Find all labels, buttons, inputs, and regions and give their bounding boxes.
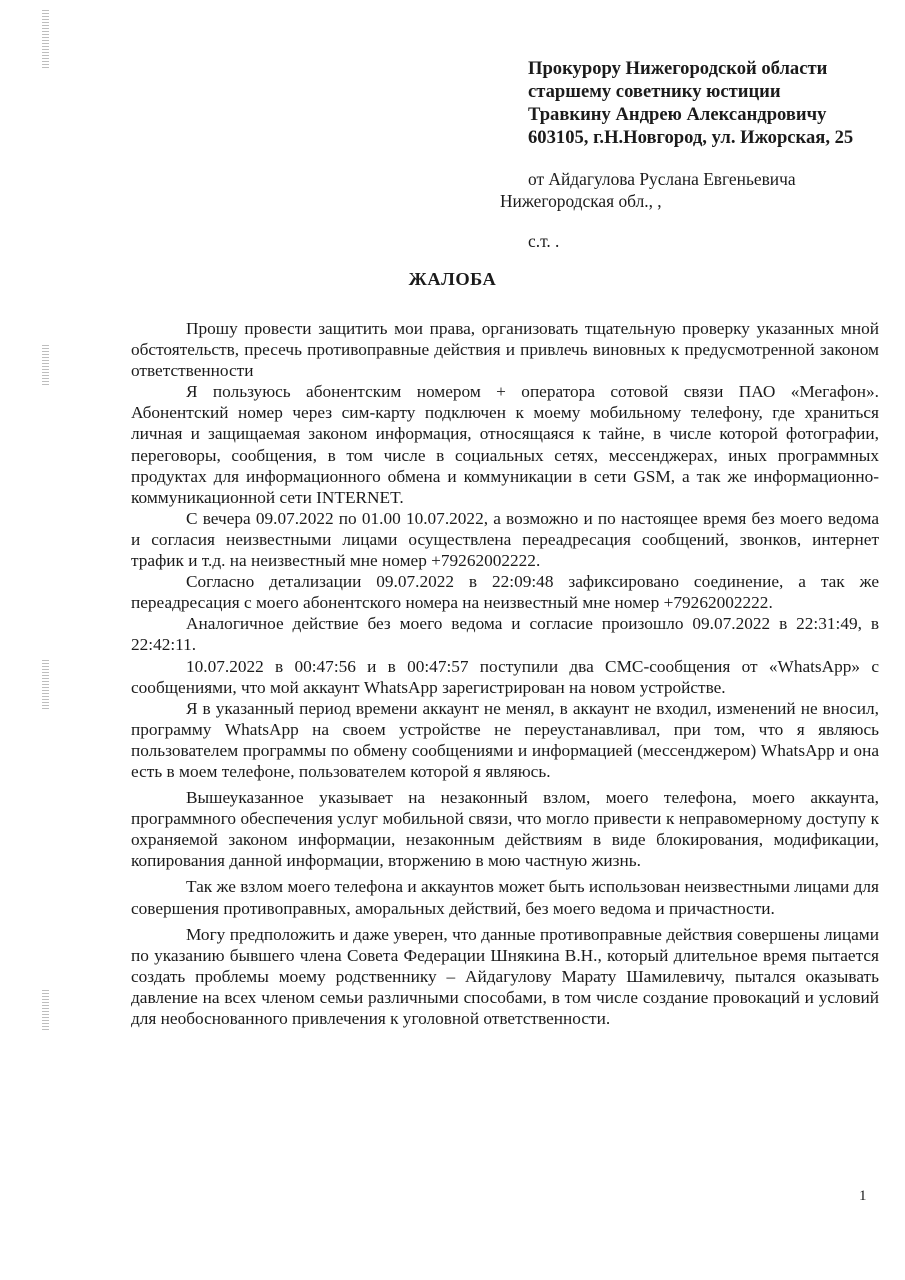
paragraph: Я пользуюсь абонентским номером + оператора сотовой связи ПАО «Мегафон». Абонентский номер через сим-карту подключен к моему мобильному телефону, где храниться личная и защищаемая законом информация, относящаяся к тайне, в числе которой фотографии, переговоры, сообщения, в том числе в социальных сетях, мессенджерах, иных программных продуктах для информационного обмена и коммуникации в сети GSM, а так же информационно-коммуникационной сети INTERNET. [131, 382, 879, 507]
paragraph: Я в указанный период времени аккаунт не менял, в аккаунт не входил, изменений не вносил, программу WhatsApp на своем устройстве не переустанавливал, при том, что я являюсь пользователем программы по обмену сообщениями и информацией (мессенджером) WhatsApp и она есть в моем телефоне, пользователем которой я являюсь. [131, 698, 879, 781]
addressee-block [528, 57, 888, 149]
paragraph: С вечера 09.07.2022 по 01.00 10.07.2022, а возможно и по настоящее время без моего ведома и согласия неизвестными лицами осуществлена переадресация сообщений, звонков, интернет трафик и т.д. на неизвестный мне номер +79262002222. [131, 508, 879, 571]
scan-artifact [42, 345, 49, 387]
paragraph: Согласно детализации 09.07.2022 в 22:09:48 зафиксировано соединение, а так же переадресация с моего абонентского номера на неизвестный мне номер +79262002222. [131, 572, 879, 613]
sender-st: с.т. . [528, 231, 560, 251]
complaint-body [131, 318, 879, 1029]
page-number: 1 [859, 1188, 867, 1204]
sender-region: Нижегородская обл., , [500, 191, 662, 211]
document-title: ЖАЛОБА [408, 269, 497, 289]
addressee-line: старшему советнику юстиции [528, 81, 781, 102]
scan-artifact [42, 10, 49, 68]
sender-name: от Айдагулова Руслана Евгеньевича [528, 169, 796, 189]
paragraph: Вышеуказанное указывает на незаконный взлом, моего телефона, моего аккаунта, программного обеспечения услуг мобильной связи, что могло привести к неправомерному доступу к охраняемой законом информации, незаконным действиям в виде блокирования, модификации, копирования данной информации, вторжению в мою частную жизнь. [131, 788, 879, 871]
addressee-line: Прокурору Нижегородской области [528, 58, 828, 79]
addressee-line: 603105, г.Н.Новгород, ул. Ижорская, 25 [528, 127, 854, 148]
addressee-line: Травкину Андрею Александровичу [528, 104, 827, 125]
scan-artifact [42, 990, 49, 1030]
paragraph: Прошу провести защитить мои права, организовать тщательную проверку указанных мной обстоятельств, пресечь противоправные действия и привлечь виновных к предусмотренной законом ответственности [131, 319, 879, 381]
paragraph: Так же взлом моего телефона и аккаунтов может быть использован неизвестными лицами для совершения противоправных, аморальных действий, без моего ведома и причастности. [131, 877, 879, 918]
paragraph: Аналогичное действие без моего ведома и согласие произошло 09.07.2022 в 22:31:49, в 22:42:11. [131, 614, 879, 655]
paragraph: Могу предположить и даже уверен, что данные противоправные действия совершены лицами по указанию бывшего члена Совета Федерации Шнякина В.Н., который длительное время пытается создать проблемы моему родственнику – Айдагулову Марату Шамилевичу, пытался оказывать давление на всех членом семьи различными способами, в том числе создание провокаций и условий для необоснованного привлечения к уголовной ответственности. [131, 924, 879, 1028]
scan-artifact [42, 660, 49, 710]
paragraph: 10.07.2022 в 00:47:56 и в 00:47:57 поступили два СМС-сообщения от «WhatsApp» с сообщениями, что мой аккаунт WhatsApp зарегистрирован на новом устройстве. [131, 656, 879, 697]
